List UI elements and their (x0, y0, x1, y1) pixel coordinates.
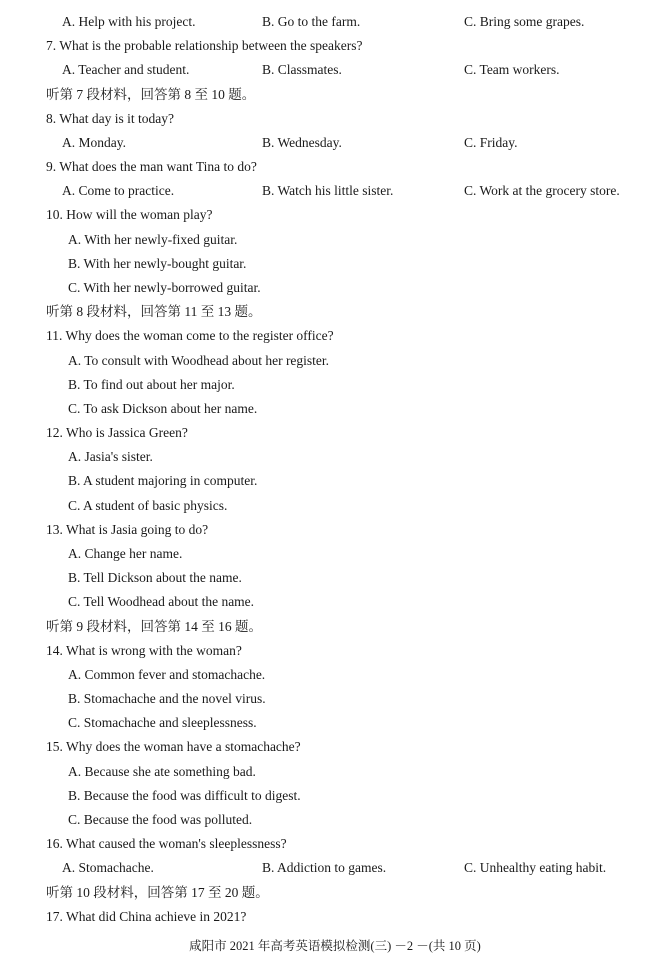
q13-option-b: B. Tell Dickson about the name. (68, 570, 242, 585)
q14-option-c: C. Stomachache and sleeplessness. (68, 715, 257, 730)
q16-option-c: C. Unhealthy eating habit. (464, 860, 607, 875)
q12-question: 12. Who is Jassica Green? (46, 425, 188, 440)
q16-options-row (0, 858, 670, 878)
q10-option-b: B. With her newly-bought guitar. (68, 256, 247, 271)
q12-option-c: C. A student of basic physics. (68, 498, 228, 513)
q9-option-b: B. Watch his little sister. (262, 183, 394, 198)
q7-option-b: B. Classmates. (262, 62, 342, 77)
q17-question: 17. What did China achieve in 2021? (46, 909, 247, 924)
q13-question: 13. What is Jasia going to do? (46, 522, 209, 537)
q11-option-b: B. To find out about her major. (68, 377, 235, 392)
q10-question: 10. How will the woman play? (46, 207, 213, 222)
q15-question: 15. Why does the woman have a stomachache? (46, 739, 301, 754)
q12-option-b: B. A student majoring in computer. (68, 473, 258, 488)
q11-option-c: C. To ask Dickson about her name. (68, 401, 258, 416)
q6-option-a: A. Help with his project. (62, 14, 196, 29)
q8-option-a: A. Monday. (62, 135, 126, 150)
q13-option-c: C. Tell Woodhead about the name. (68, 594, 255, 609)
q10-option-a: A. With her newly-fixed guitar. (68, 232, 238, 247)
q13-option-a: A. Change her name. (68, 546, 183, 561)
q7-option-a: A. Teacher and student. (62, 62, 190, 77)
q9-option-c: C. Work at the grocery store. (464, 183, 620, 198)
q16-option-b: B. Addiction to games. (262, 860, 387, 875)
q11-option-a: A. To consult with Woodhead about her register. (68, 353, 330, 368)
q15-option-c: C. Because the food was polluted. (68, 812, 253, 827)
q16-question: 16. What caused the woman's sleeplessness? (46, 836, 287, 851)
q6-option-b: B. Go to the farm. (262, 14, 361, 29)
q7-options-row (0, 60, 670, 80)
q10-option-c: C. With her newly-borrowed guitar. (68, 280, 261, 295)
q9-options-row (0, 181, 670, 201)
q15-option-b: B. Because the food was difficult to digest. (68, 788, 301, 803)
q16-option-a: A. Stomachache. (62, 860, 154, 875)
q9-option-a: A. Come to practice. (62, 183, 175, 198)
q8-option-c: C. Friday. (464, 135, 518, 150)
q7-option-c: C. Team workers. (464, 62, 560, 77)
section-10-instruction: 听第 10 段材料，回答第 17 至 20 题。 (46, 885, 269, 900)
q14-option-a: A. Common fever and stomachache. (68, 667, 266, 682)
section-9-instruction: 听第 9 段材料，回答第 14 至 16 题。 (46, 619, 262, 634)
q8-option-b: B. Wednesday. (262, 135, 342, 150)
q11-question: 11. Why does the woman come to the register office? (46, 328, 334, 343)
q14-question: 14. What is wrong with the woman? (46, 643, 242, 658)
section-8-instruction: 听第 8 段材料，回答第 11 至 13 题。 (46, 304, 262, 319)
q9-question: 9. What does the man want Tina to do? (46, 159, 257, 174)
q6-options-row (0, 12, 670, 32)
q7-question: 7. What is the probable relationship between the speakers? (46, 38, 363, 53)
q12-option-a: A. Jasia's sister. (68, 449, 153, 464)
q8-question: 8. What day is it today? (46, 111, 174, 126)
q14-option-b: B. Stomachache and the novel virus. (68, 691, 266, 706)
q15-option-a: A. Because she ate something bad. (68, 764, 256, 779)
page-footer: 咸阳市 2021 年高考英语模拟检测(三) －2 －(共 10 页) (189, 939, 481, 953)
q8-options-row (0, 133, 670, 153)
section-7-instruction: 听第 7 段材料，回答第 8 至 10 题。 (46, 87, 256, 102)
q6-option-c: C. Bring some grapes. (464, 14, 585, 29)
